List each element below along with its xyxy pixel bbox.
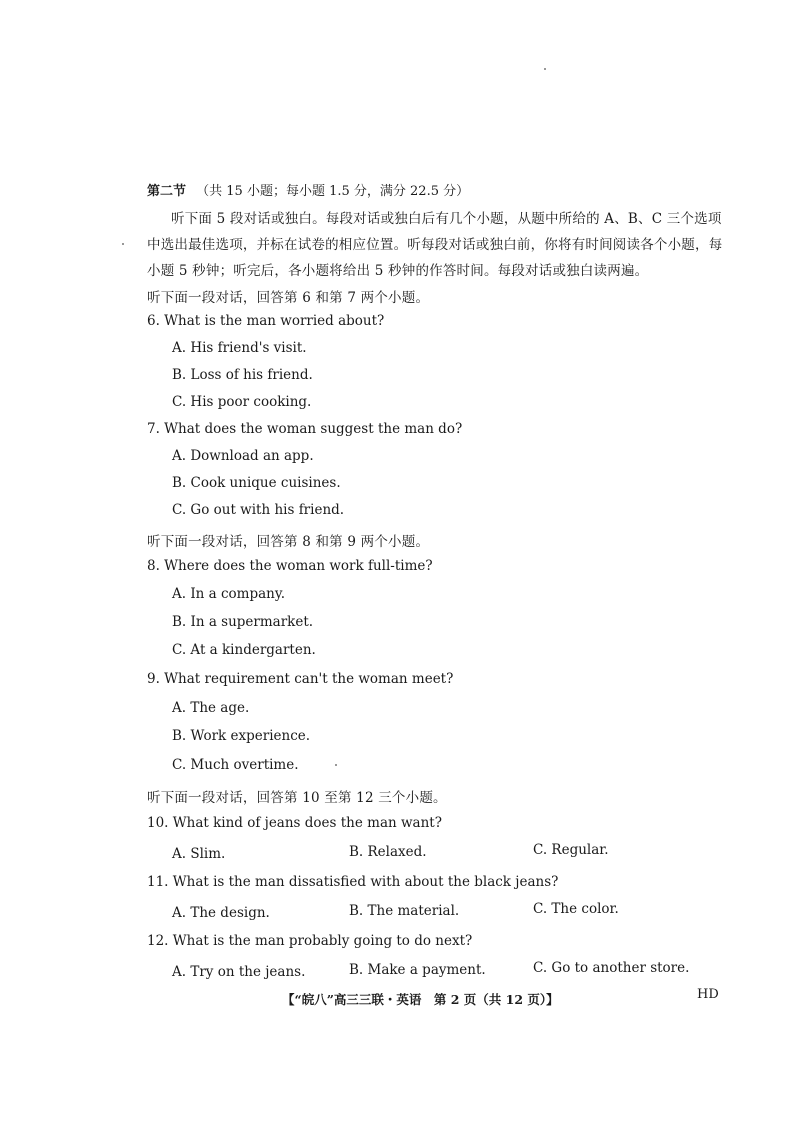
instruction-line-3: 小题 5 秒钟；听完后，各小题将给出 5 秒钟的作答时间。每段对话或独白读两遍。 xyxy=(147,263,649,279)
question-6-option-a: A. His friend's visit. xyxy=(172,340,307,356)
question-6: 6. What is the man worried about? xyxy=(147,313,385,329)
question-10-option-c: C. Regular. xyxy=(533,842,609,858)
question-12-option-a: A. Try on the jeans. xyxy=(172,964,306,980)
instruction-line-1: 听下面 5 段对话或独白。每段对话或独白后有几个小题，从题中所给的 A、B、C 三个选项 xyxy=(171,211,722,227)
question-7-option-b: B. Cook unique cuisines. xyxy=(172,475,341,491)
group-intro-2: 听下面一段对话，回答第 8 和第 9 两个小题。 xyxy=(147,534,430,550)
question-10-option-a: A. Slim. xyxy=(172,846,226,862)
page-footer: 【“皖八”高三三联・英语 第 2 页（共 12 页）】 xyxy=(282,992,559,1007)
question-8-option-c: C. At a kindergarten. xyxy=(172,642,316,658)
question-6-option-c: C. His poor cooking. xyxy=(172,394,312,410)
section-note: （共 15 小题；每小题 1.5 分，满分 22.5 分） xyxy=(196,184,470,199)
question-9-option-a: A. The age. xyxy=(172,700,250,716)
question-12-option-b: B. Make a payment. xyxy=(349,962,486,978)
group-intro-3: 听下面一段对话，回答第 10 至第 12 三个小题。 xyxy=(147,790,447,806)
question-9-option-b: B. Work experience. xyxy=(172,728,311,744)
question-7-option-c: C. Go out with his friend. xyxy=(172,502,345,518)
question-7: 7. What does the woman suggest the man do? xyxy=(147,421,463,437)
question-11: 11. What is the man dissatisfied with about the black jeans? xyxy=(147,874,559,890)
question-9-option-c: C. Much overtime. xyxy=(172,757,299,773)
question-9: 9. What requirement can't the woman meet? xyxy=(147,671,454,687)
question-11-option-a: A. The design. xyxy=(172,905,270,921)
instruction-line-2: 中选出最佳选项，并标在试卷的相应位置。听每段对话或独白前，你将有时间阅读各个小题，每 xyxy=(147,237,723,253)
scan-speck xyxy=(544,68,546,70)
question-11-option-b: B. The material. xyxy=(349,903,460,919)
section-title: 第二节 xyxy=(147,184,187,199)
question-10-option-b: B. Relaxed. xyxy=(349,844,427,860)
footer-code: HD xyxy=(697,987,719,1002)
scan-speck xyxy=(122,243,124,245)
question-6-option-b: B. Loss of his friend. xyxy=(172,367,313,383)
question-10: 10. What kind of jeans does the man want? xyxy=(147,815,442,831)
question-12-option-c: C. Go to another store. xyxy=(533,960,690,976)
question-8: 8. Where does the woman work full-time? xyxy=(147,558,433,574)
section-header xyxy=(147,180,469,199)
question-8-option-b: B. In a supermarket. xyxy=(172,614,314,630)
scan-speck xyxy=(335,764,337,766)
question-8-option-a: A. In a company. xyxy=(172,586,285,602)
question-12: 12. What is the man probably going to do next? xyxy=(147,933,473,949)
question-11-option-c: C. The color. xyxy=(533,901,619,917)
question-7-option-a: A. Download an app. xyxy=(172,448,314,464)
group-intro-1: 听下面一段对话，回答第 6 和第 7 两个小题。 xyxy=(147,290,430,306)
